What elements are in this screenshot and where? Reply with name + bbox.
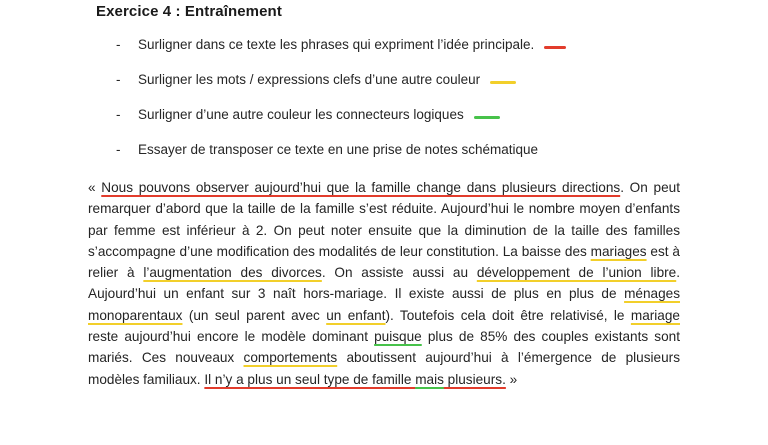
instruction-item-4 <box>116 142 538 157</box>
bullet-dash: - <box>116 37 121 52</box>
keyword: comportements <box>243 350 338 366</box>
text-run: (un seul parent avec <box>182 307 327 323</box>
keyword: l’augmentation des divorces <box>143 265 322 281</box>
main-idea-phrase: Nous pouvons observer aujourd’hui que la famille change dans plusieurs directions <box>101 180 621 195</box>
text-run: aboutissent aujourd’hui à l’émergence de plusieurs modèles familiaux. <box>88 350 680 387</box>
main-idea-phrase <box>204 372 506 387</box>
text-run: . On assiste aussi au <box>321 265 477 281</box>
text-run: . On peut remarquer d’abord que la taille de la famille s’est réduite. Aujourd’hui le nombre moyen d’enfants par femme est inférieur à 2. On peut noter ensuite que la diminution de la taille des familles s’accompagne d’une modification des modalités de leur constitution. La baisse des <box>88 180 680 259</box>
text-run: Il n’y a plus un seul type de famille <box>204 371 416 387</box>
text-run: . Aujourd’hui un enfant sur 3 naît hors-mariage. Il existe aussi de plus en plus de <box>88 265 680 302</box>
instruction-item-2 <box>116 72 516 87</box>
keyword: développement de l’union libre <box>476 265 677 281</box>
text-run: reste aujourd’hui encore le modèle dominant <box>88 329 375 345</box>
text-run: ). Toutefois cela doit être relativisé, le <box>385 307 631 323</box>
instruction-text: Surligner les mots / expressions clefs d’une autre couleur <box>138 72 481 87</box>
text-run: plus de 85% des couples existants sont mariés. Ces nouveaux <box>88 329 680 366</box>
text-run: plusieurs. <box>443 371 506 387</box>
quote-open: « <box>88 180 102 195</box>
yellow-highlight-marker <box>490 81 516 84</box>
keyword: un enfant <box>326 307 386 323</box>
keyword: mariage <box>630 307 680 323</box>
quote-close: » <box>505 371 518 387</box>
logical-connector: mais <box>415 371 444 387</box>
bullet-dash: - <box>116 72 121 87</box>
instruction-item-1 <box>116 37 566 52</box>
keyword: ménages monoparentaux <box>88 286 680 323</box>
instruction-item-3 <box>116 107 500 122</box>
instruction-text: Surligner dans ce texte les phrases qui expriment l’idée principale. <box>138 37 535 52</box>
bullet-dash: - <box>116 142 121 157</box>
green-highlight-marker <box>474 116 500 119</box>
keyword: mariages <box>590 243 647 259</box>
instruction-text: Essayer de transposer ce texte en une prise de notes schématique <box>138 142 538 157</box>
text-paragraph <box>88 177 680 390</box>
bullet-dash: - <box>116 107 121 122</box>
text-run: est à relier à <box>88 243 680 281</box>
logical-connector: puisque <box>374 329 422 345</box>
instruction-text: Surligner d’une autre couleur les connecteurs logiques <box>138 107 464 122</box>
exercise-title: Exercice 4 : Entraînement <box>96 3 282 20</box>
red-highlight-marker <box>544 46 566 49</box>
